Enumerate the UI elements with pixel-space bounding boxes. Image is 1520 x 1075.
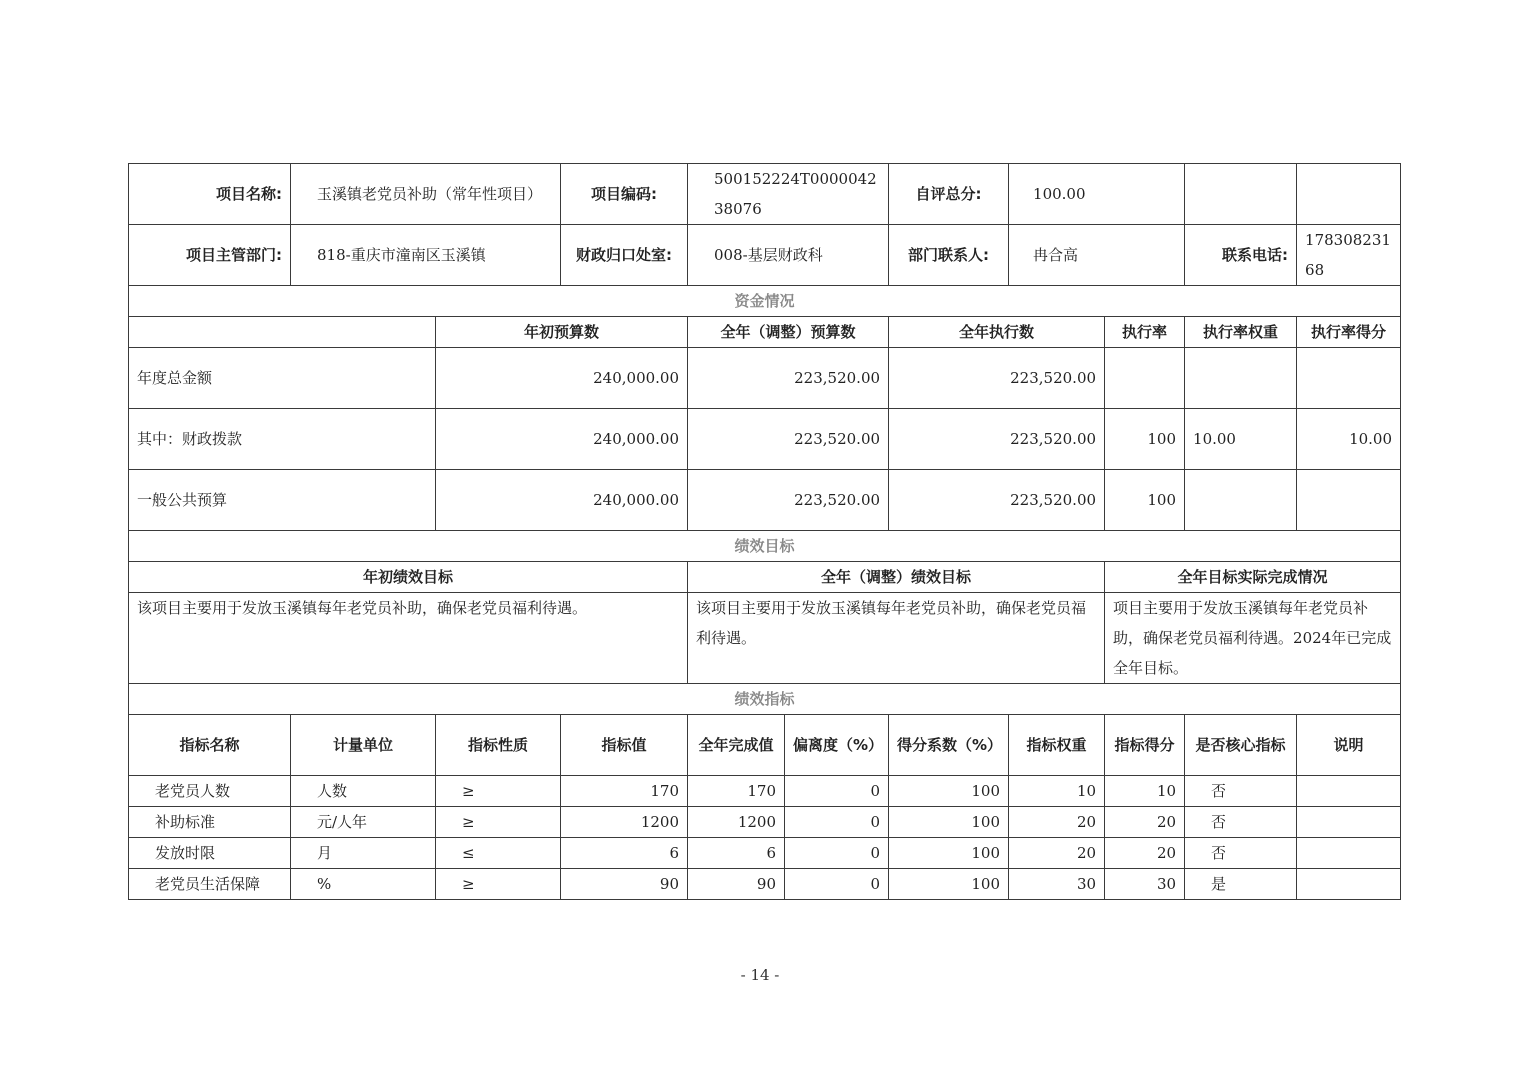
ind-col-actual: 全年完成值 <box>688 715 785 776</box>
ind-actual: 170 <box>688 776 785 807</box>
ind-actual: 1200 <box>688 807 785 838</box>
ind-note <box>1297 807 1401 838</box>
funds-col-initial: 年初预算数 <box>436 317 688 348</box>
ind-value: 6 <box>561 838 688 869</box>
ind-note <box>1297 838 1401 869</box>
funds-row-weight <box>1185 348 1297 409</box>
ind-weight: 20 <box>1009 807 1105 838</box>
ind-col-name: 指标名称 <box>129 715 291 776</box>
funds-row-score <box>1297 470 1401 531</box>
funds-col-executed: 全年执行数 <box>889 317 1105 348</box>
funds-header-row <box>129 317 1401 348</box>
funds-row-score: 10.00 <box>1297 409 1401 470</box>
ind-nature: ≤ <box>436 838 561 869</box>
funds-row-score <box>1297 348 1401 409</box>
funds-row-name: 年度总金额 <box>129 348 436 409</box>
goals-col-actual: 全年目标实际完成情况 <box>1105 562 1401 593</box>
ind-col-nature: 指标性质 <box>436 715 561 776</box>
ind-core: 否 <box>1185 776 1297 807</box>
ind-score: 20 <box>1105 838 1185 869</box>
ind-nature: ≥ <box>436 869 561 900</box>
ind-value: 90 <box>561 869 688 900</box>
funds-row-adjusted: 223,520.00 <box>688 409 889 470</box>
header-row-2 <box>129 225 1401 286</box>
ind-name: 老党员人数 <box>129 776 291 807</box>
ind-core: 否 <box>1185 838 1297 869</box>
ind-unit: 元/人年 <box>291 807 436 838</box>
ind-col-unit: 计量单位 <box>291 715 436 776</box>
funds-row-name: 其中：财政拨款 <box>129 409 436 470</box>
ind-nature: ≥ <box>436 807 561 838</box>
ind-name: 发放时限 <box>129 838 291 869</box>
ind-nature: ≥ <box>436 776 561 807</box>
goals-initial-text: 该项目主要用于发放玉溪镇每年老党员补助，确保老党员福利待遇。 <box>129 593 688 684</box>
ind-name: 老党员生活保障 <box>129 869 291 900</box>
ind-note <box>1297 869 1401 900</box>
indicators-header-row <box>129 715 1401 776</box>
goals-col-adjusted: 全年（调整）绩效目标 <box>688 562 1105 593</box>
funds-row-executed: 223,520.00 <box>889 470 1105 531</box>
funds-row-initial: 240,000.00 <box>436 409 688 470</box>
ind-note <box>1297 776 1401 807</box>
empty-cell <box>1297 164 1401 225</box>
goals-actual-text: 项目主要用于发放玉溪镇每年老党员补助，确保老党员福利待遇。2024年已完成全年目标。 <box>1105 593 1401 684</box>
ind-col-score: 指标得分 <box>1105 715 1185 776</box>
ind-deviation: 0 <box>785 838 889 869</box>
funds-col-weight: 执行率权重 <box>1185 317 1297 348</box>
dept-label: 项目主管部门: <box>129 225 291 286</box>
ind-coef: 100 <box>889 807 1009 838</box>
ind-score: 20 <box>1105 807 1185 838</box>
goals-section-row <box>129 531 1401 562</box>
ind-coef: 100 <box>889 776 1009 807</box>
phone-value: 17830823168 <box>1297 225 1401 286</box>
finance-office-value: 008-基层财政科 <box>688 225 889 286</box>
ind-col-value: 指标值 <box>561 715 688 776</box>
funds-row-initial: 240,000.00 <box>436 470 688 531</box>
ind-value: 1200 <box>561 807 688 838</box>
finance-office-label: 财政归口处室: <box>561 225 688 286</box>
contact-value: 冉合高 <box>1009 225 1185 286</box>
project-code-value: 500152224T000004238076 <box>688 164 889 225</box>
phone-label: 联系电话: <box>1185 225 1297 286</box>
funds-col-rate: 执行率 <box>1105 317 1185 348</box>
ind-col-weight: 指标权重 <box>1009 715 1105 776</box>
funds-section-title: 资金情况 <box>129 286 1401 317</box>
self-score-value: 100.00 <box>1009 164 1185 225</box>
ind-coef: 100 <box>889 869 1009 900</box>
indicators-section-title: 绩效指标 <box>129 684 1401 715</box>
ind-unit: % <box>291 869 436 900</box>
funds-row-initial: 240,000.00 <box>436 348 688 409</box>
goals-col-initial: 年初绩效目标 <box>129 562 688 593</box>
ind-weight: 30 <box>1009 869 1105 900</box>
goals-adjusted-text: 该项目主要用于发放玉溪镇每年老党员补助，确保老党员福利待遇。 <box>688 593 1105 684</box>
dept-value: 818-重庆市潼南区玉溪镇 <box>291 225 561 286</box>
ind-name: 补助标准 <box>129 807 291 838</box>
funds-col-score: 执行率得分 <box>1297 317 1401 348</box>
ind-unit: 人数 <box>291 776 436 807</box>
goals-section-title: 绩效目标 <box>129 531 1401 562</box>
contact-label: 部门联系人: <box>889 225 1009 286</box>
ind-score: 30 <box>1105 869 1185 900</box>
funds-row <box>129 409 1401 470</box>
funds-section-row <box>129 286 1401 317</box>
project-name-value: 玉溪镇老党员补助（常年性项目） <box>291 164 561 225</box>
funds-row-weight <box>1185 470 1297 531</box>
indicator-row <box>129 838 1401 869</box>
funds-row-rate: 100 <box>1105 409 1185 470</box>
indicator-row <box>129 869 1401 900</box>
ind-coef: 100 <box>889 838 1009 869</box>
ind-col-note: 说明 <box>1297 715 1401 776</box>
funds-row <box>129 470 1401 531</box>
empty-cell <box>129 317 436 348</box>
ind-col-deviation: 偏离度（%） <box>785 715 889 776</box>
ind-core: 是 <box>1185 869 1297 900</box>
self-score-label: 自评总分: <box>889 164 1009 225</box>
ind-deviation: 0 <box>785 807 889 838</box>
ind-score: 10 <box>1105 776 1185 807</box>
ind-actual: 6 <box>688 838 785 869</box>
ind-col-coef: 得分系数（%） <box>889 715 1009 776</box>
ind-deviation: 0 <box>785 869 889 900</box>
funds-row-adjusted: 223,520.00 <box>688 470 889 531</box>
funds-row-adjusted: 223,520.00 <box>688 348 889 409</box>
goals-header-row <box>129 562 1401 593</box>
ind-unit: 月 <box>291 838 436 869</box>
ind-deviation: 0 <box>785 776 889 807</box>
ind-weight: 10 <box>1009 776 1105 807</box>
project-name-label: 项目名称: <box>129 164 291 225</box>
ind-col-core: 是否核心指标 <box>1185 715 1297 776</box>
indicator-row <box>129 807 1401 838</box>
funds-row-executed: 223,520.00 <box>889 348 1105 409</box>
funds-col-adjusted: 全年（调整）预算数 <box>688 317 889 348</box>
funds-row-weight: 10.00 <box>1185 409 1297 470</box>
indicators-section-row <box>129 684 1401 715</box>
funds-row-executed: 223,520.00 <box>889 409 1105 470</box>
indicator-row <box>129 776 1401 807</box>
page-number: - 14 - <box>740 966 780 984</box>
empty-cell <box>1185 164 1297 225</box>
ind-weight: 20 <box>1009 838 1105 869</box>
goals-content-row <box>129 593 1401 684</box>
ind-value: 170 <box>561 776 688 807</box>
funds-row <box>129 348 1401 409</box>
performance-evaluation-table <box>128 163 1401 900</box>
funds-row-name: 一般公共预算 <box>129 470 436 531</box>
funds-row-rate: 100 <box>1105 470 1185 531</box>
project-code-label: 项目编码: <box>561 164 688 225</box>
header-row-1 <box>129 164 1401 225</box>
ind-core: 否 <box>1185 807 1297 838</box>
ind-actual: 90 <box>688 869 785 900</box>
funds-row-rate <box>1105 348 1185 409</box>
